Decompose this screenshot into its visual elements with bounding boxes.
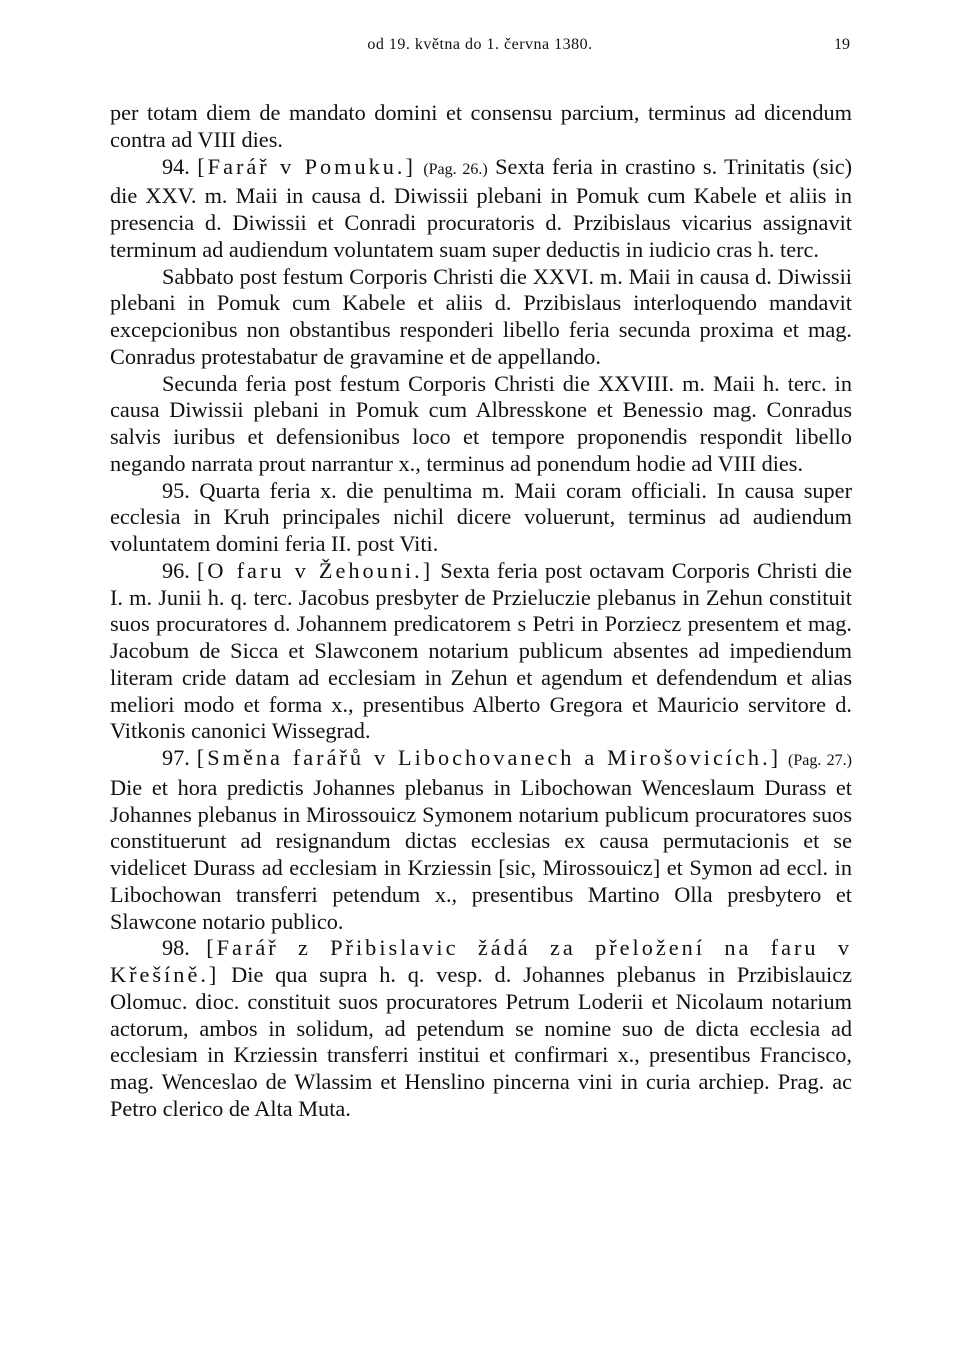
running-title: od 19. května do 1. června 1380. xyxy=(367,36,593,53)
running-header xyxy=(110,36,850,60)
entry-number: 94. xyxy=(162,153,190,179)
entry-number: 97. xyxy=(162,745,190,770)
entry-heading: [O faru v Žehouni.] xyxy=(196,557,434,583)
paragraph-continuation: per totam diem de mandato domini et consensu parcium, terminus ad dicendum contra ad VIII dies. xyxy=(110,100,852,152)
entry-97 xyxy=(110,745,852,935)
entry-94 xyxy=(110,154,852,264)
entry-96 xyxy=(110,558,852,745)
entry-text: Sexta feria in crastino s. Trinitatis (sic) die XXV. m. Maii in causa d. Diwissii plebani in Pomuk cum Kabele et aliis in presencia d. Diwissii et Conradi procuratoris d. Przibislaus vicarius assignavit terminum ad audiendum voluntatem suam super deductis in iudicio cras h. terc. xyxy=(110,153,853,262)
entry-heading: [Směna farářů v Libochovanech a Mirošovicích.] xyxy=(196,745,782,770)
entry-heading: [Farář z Přibislavic žádá za přeložení na faru v Křešíně.] xyxy=(110,935,853,987)
entry-text: Die et hora predictis Johannes plebanus in Libochowan Wenceslaum Durass et Johannes plebanus in Mirossouicz Symonem notarium publicum procuratores suos constituerunt ad resignandum dictas ecclesias ex causa permutacionis et se videlicet Durass ad ecclesiam in Krziessin [sic, Mirossouicz] et Symon ad eccl. in Libochowan transferri petendum x., presentibus Martino Olla presbytero et Slawcone notario publico. xyxy=(110,774,852,934)
page-number: 19 xyxy=(834,36,850,53)
entry-number: 96. xyxy=(162,557,190,583)
entry-number: 98. xyxy=(162,935,190,961)
page-reference: (Pag. 26.) xyxy=(423,160,488,178)
entry-98 xyxy=(110,935,852,1122)
paragraph: Sabbato post festum Corporis Christi die XXVI. m. Maii in causa d. Diwissii plebani in Pomuk cum Kabele et aliis d. Przibislaus interloquendo mandavit excepcionibus non obstantibus responderi libello feria secunda proxima et mag. Conradus protestabatur de gravamine et de appellando. xyxy=(110,263,852,369)
entry-95: 95. Quarta feria x. die penultima m. Maii coram officiali. In causa super ecclesia in Kruh principales nichil dicere voluerunt, terminus ad audiendum voluntatem domini feria II. post Viti. xyxy=(110,477,852,556)
paragraph: Secunda feria post festum Corporis Christi die XXVIII. m. Maii h. terc. in causa Diwissii plebani in Pomuk cum Albresskone et Benessio mag. Conradus salvis iuribus et defensionibus loco et tempore proponendis respondit libello negando narrata prout narrantur x., terminus ad ponendum hodie ad VIII dies. xyxy=(110,370,852,476)
document-body xyxy=(110,100,852,1123)
page-reference: (Pag. 27.) xyxy=(788,752,852,769)
entry-text: Sexta feria post octavam Corporis Christi die I. m. Junii h. q. terc. Jacobus presbyter de Przieluczie plebanus in Zehun constituit suos procuratores d. Johannem predicatorem s Petri in Porziecz presentem et mag. Jacobum de Sicca et Slawconem notarium publicum absentes ad impediendum literam cride datam ad ecclesiam in Zehun et agendum et defendendum et alias meliori modo et forma x., presentibus Alberto Gregora et Mauricio servitore d. Vitkonis canonici Wissegrad. xyxy=(110,557,852,744)
entry-text: Die qua supra h. q. vesp. d. Johannes plebanus in Przibislauicz Olomuc. dioc. constituit suos procuratores Petrum Loderii et Nicolaum notarium actorum, ambos in solidum, ad petendum se nomine suo de dicta ecclesia ad ecclesiam in Krziessin transferri institui et confirmari x., presentibus Francisco, mag. Wenceslao de Wlassim et Henslino pincerna vini in curia archiep. Prag. ac Petro clerico de Alta Muta. xyxy=(110,962,853,1121)
entry-heading: [Farář v Pomuku.] xyxy=(197,153,416,179)
